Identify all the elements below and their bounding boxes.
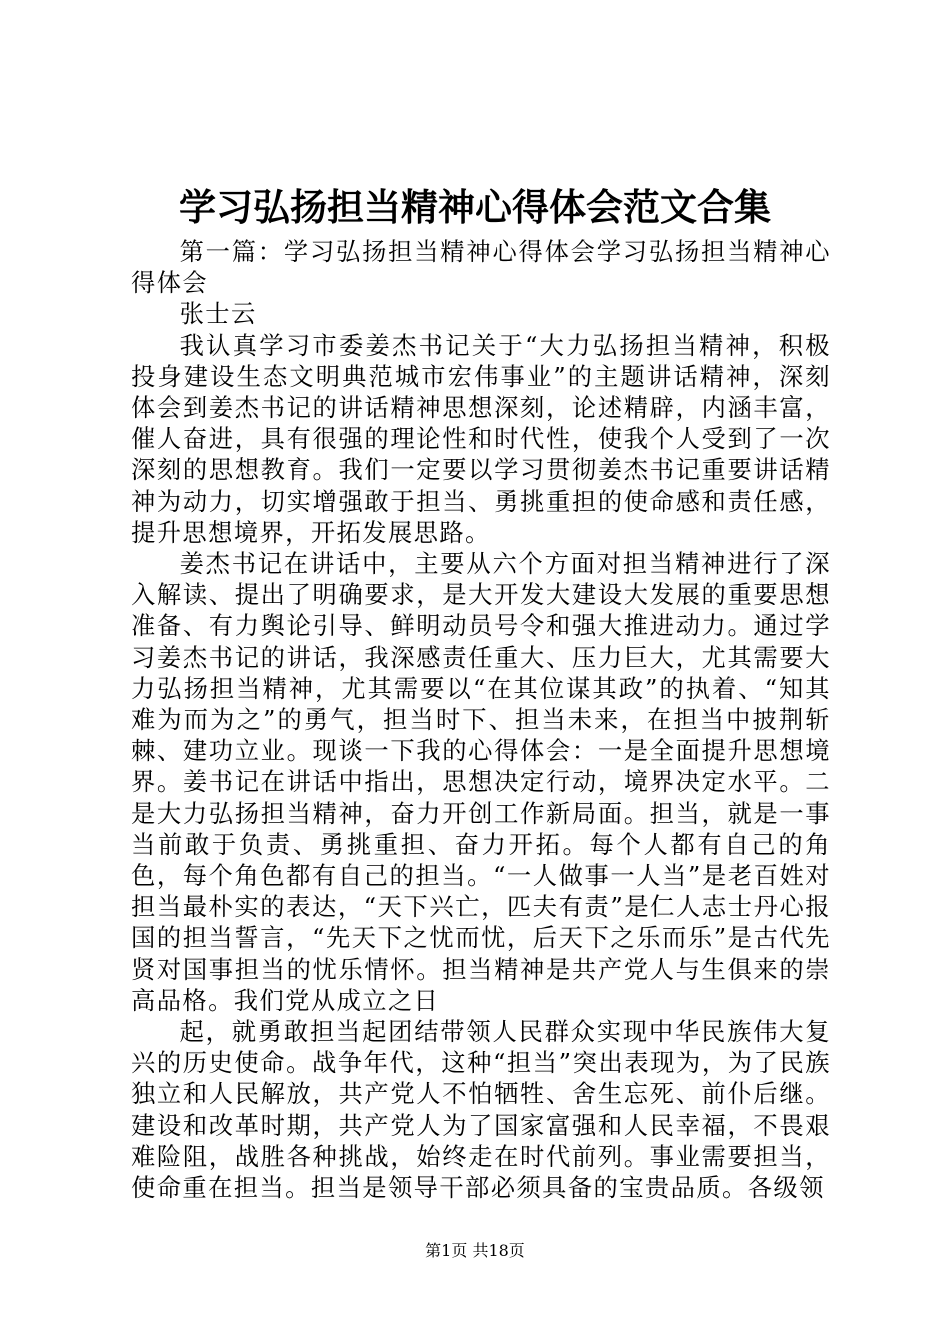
body-paragraph: 我认真学习市委姜杰书记关于“大力弘扬担当精神，积极投身建设生态文明典范城市宏伟事业”的主题讲话精神，深刻体会到姜杰书记的讲话精神思想深刻，论述精辟，内涵丰富，催人奋进，具有很强的理论性和时代性，使我个人受到了一次深刻的思想教育。我们一定要以学习贯彻姜杰书记重要讲话精神为动力，切实增强敢于担当、勇挑重担的使命感和责任感，提升思想境界，开拓发展思路。 [131, 330, 831, 547]
body-paragraph: 起，就勇敢担当起团结带领人民群众实现中华民族伟大复兴的历史使命。战争年代，这种“担当”突出表现为，为了民族独立和人民解放，共产党人不怕牺牲、舍生忘死、前仆后继。建设和改革时期，共产党人为了国家富强和人民幸福，不畏艰难险阻，战胜各种挑战，始终走在时代前列。事业需要担当，使命重在担当。担当是领导干部必须具备的宝贵品质。各级领 [131, 1017, 831, 1203]
document-title: 学习弘扬担当精神心得体会范文合集 [179, 185, 771, 229]
document-body [131, 236, 831, 1203]
page-footer: 第1页 共18页 [425, 1241, 525, 1260]
author-name: 张士云 [179, 299, 257, 329]
section-heading-paragraph: 第一篇：学习弘扬担当精神心得体会学习弘扬担当精神心得体会 [131, 237, 831, 298]
body-paragraph: 姜杰书记在讲话中，主要从六个方面对担当精神进行了深入解读、提出了明确要求，是大开发大建设大发展的重要思想准备、有力舆论引导、鲜明动员号令和强大推进动力。通过学习姜杰书记的讲话，我深感责任重大、压力巨大，尤其需要大力弘扬担当精神，尤其需要以“在其位谋其政”的执着、“知其难为而为之”的勇气，担当时下、担当未来，在担当中披荆斩棘、建功立业。现谈一下我的心得体会：一是全面提升思想境界。姜书记在讲话中指出，思想决定行动，境界决定水平。二是大力弘扬担当精神，奋力开创工作新局面。担当，就是一事当前敢于负责、勇挑重担、奋力开拓。每个人都有自己的角色，每个角色都有自己的担当。“一人做事一人当”是老百姓对担当最朴实的表达，“天下兴亡，匹夫有责”是仁人志士丹心报国的担当誓言，“先天下之忧而忧，后天下之乐而乐”是古代先贤对国事担当的忧乐情怀。担当精神是共产党人与生俱来的崇高品格。我们党从成立之日 [131, 549, 831, 1015]
